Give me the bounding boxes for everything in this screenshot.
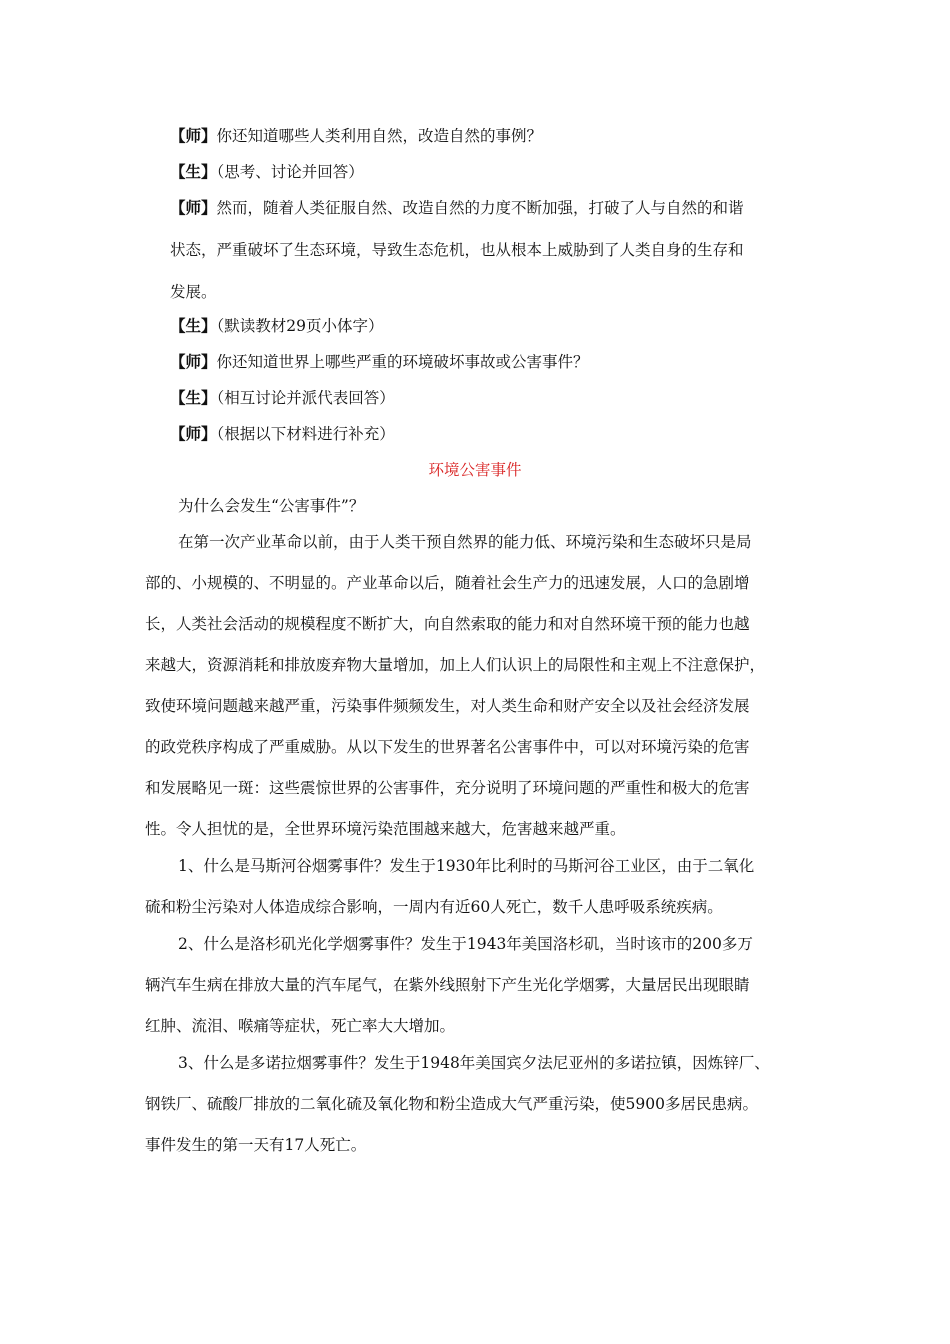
dialogue-line-1 bbox=[170, 126, 542, 146]
dialogue-text: （相互讨论并派代表回答） bbox=[216, 389, 395, 407]
material-question: 为什么会发生“公害事件”？ bbox=[178, 497, 365, 515]
dialogue-continuation: 状态，严重破坏了生态环境，导致生态危机，也从根本上威胁到了人类自身的生存和 bbox=[170, 241, 744, 259]
dialogue-line-2 bbox=[170, 162, 364, 182]
dialogue-text: （思考、讨论并回答） bbox=[216, 163, 364, 181]
event-2-line: 辆汽车生病在排放大量的汽车尾气，在紫外线照射下产生光化学烟雾，大量居民出现眼睛 bbox=[145, 976, 750, 994]
speaker-label: 【生】 bbox=[170, 388, 217, 407]
intro-line: 来越大，资源消耗和排放废弃物大量增加，加上人们认识上的局限性和主观上不注意保护， bbox=[145, 656, 766, 674]
intro-line: 致使环境问题越来越严重，污染事件频频发生，对人类生命和财产安全以及社会经济发展 bbox=[145, 697, 750, 715]
event-2-line: 红肿、流泪、喉痛等症状，死亡率大大增加。 bbox=[145, 1017, 456, 1035]
dialogue-line-4 bbox=[170, 316, 384, 336]
dialogue-line-3 bbox=[170, 198, 744, 218]
dialogue-text: 你还知道世界上哪些严重的环境破坏事故或公害事件？ bbox=[216, 353, 589, 371]
intro-line: 部的、小规模的、不明显的。产业革命以后，随着社会生产力的迅速发展，人口的急剧增 bbox=[145, 574, 750, 592]
speaker-label: 【师】 bbox=[170, 126, 217, 145]
speaker-label: 【师】 bbox=[170, 198, 217, 217]
intro-line: 长，人类社会活动的规模程度不断扩大，向自然索取的能力和对自然环境干预的能力也越 bbox=[145, 615, 750, 633]
event-3-line: 事件发生的第一天有17人死亡。 bbox=[145, 1136, 367, 1154]
speaker-label: 【生】 bbox=[170, 316, 217, 335]
dialogue-continuation: 发展。 bbox=[170, 283, 217, 301]
intro-line: 在第一次产业革命以前，由于人类干预自然界的能力低、环境污染和生态破坏只是局 bbox=[178, 533, 752, 551]
event-1-line: 1、什么是马斯河谷烟雾事件？发生于1930年比利时的马斯河谷工业区，由于二氧化 bbox=[178, 857, 755, 875]
event-2-line: 2、什么是洛杉矶光化学烟雾事件？发生于1943年美国洛杉矶，当时该市的200多万 bbox=[178, 935, 753, 953]
dialogue-text: 你还知道哪些人类利用自然，改造自然的事例？ bbox=[216, 127, 543, 145]
dialogue-line-5 bbox=[170, 352, 589, 372]
event-3-line: 钢铁厂、硫酸厂排放的二氧化硫及氧化物和粉尘造成大气严重污染，使5900多居民患病。 bbox=[145, 1095, 758, 1113]
event-3-line: 3、什么是多诺拉烟雾事件？发生于1948年美国宾夕法尼亚州的多诺拉镇，因炼锌厂、 bbox=[178, 1054, 770, 1072]
speaker-label: 【师】 bbox=[170, 352, 217, 371]
dialogue-text: （默读教材29页小体字） bbox=[216, 317, 384, 335]
event-1-line: 硫和粉尘污染对人体造成综合影响，一周内有近60人死亡，数千人患呼吸系统疾病。 bbox=[145, 898, 723, 916]
speaker-label: 【生】 bbox=[170, 162, 217, 181]
intro-line: 和发展略见一斑：这些震惊世界的公害事件，充分说明了环境问题的严重性和极大的危害 bbox=[145, 779, 750, 797]
material-title: 环境公害事件 bbox=[428, 461, 522, 479]
dialogue-text: 然而，随着人类征服自然、改造自然的力度不断加强，打破了人与自然的和谐 bbox=[216, 199, 744, 217]
dialogue-text: （根据以下材料进行补充） bbox=[216, 425, 395, 443]
dialogue-line-7 bbox=[170, 424, 395, 444]
intro-line: 性。令人担忧的是，全世界环境污染范围越来越大，危害越来越严重。 bbox=[145, 820, 626, 838]
dialogue-line-6 bbox=[170, 388, 395, 408]
intro-line: 的政党秩序构成了严重威胁。从以下发生的世界著名公害事件中，可以对环境污染的危害 bbox=[145, 738, 750, 756]
speaker-label: 【师】 bbox=[170, 424, 217, 443]
